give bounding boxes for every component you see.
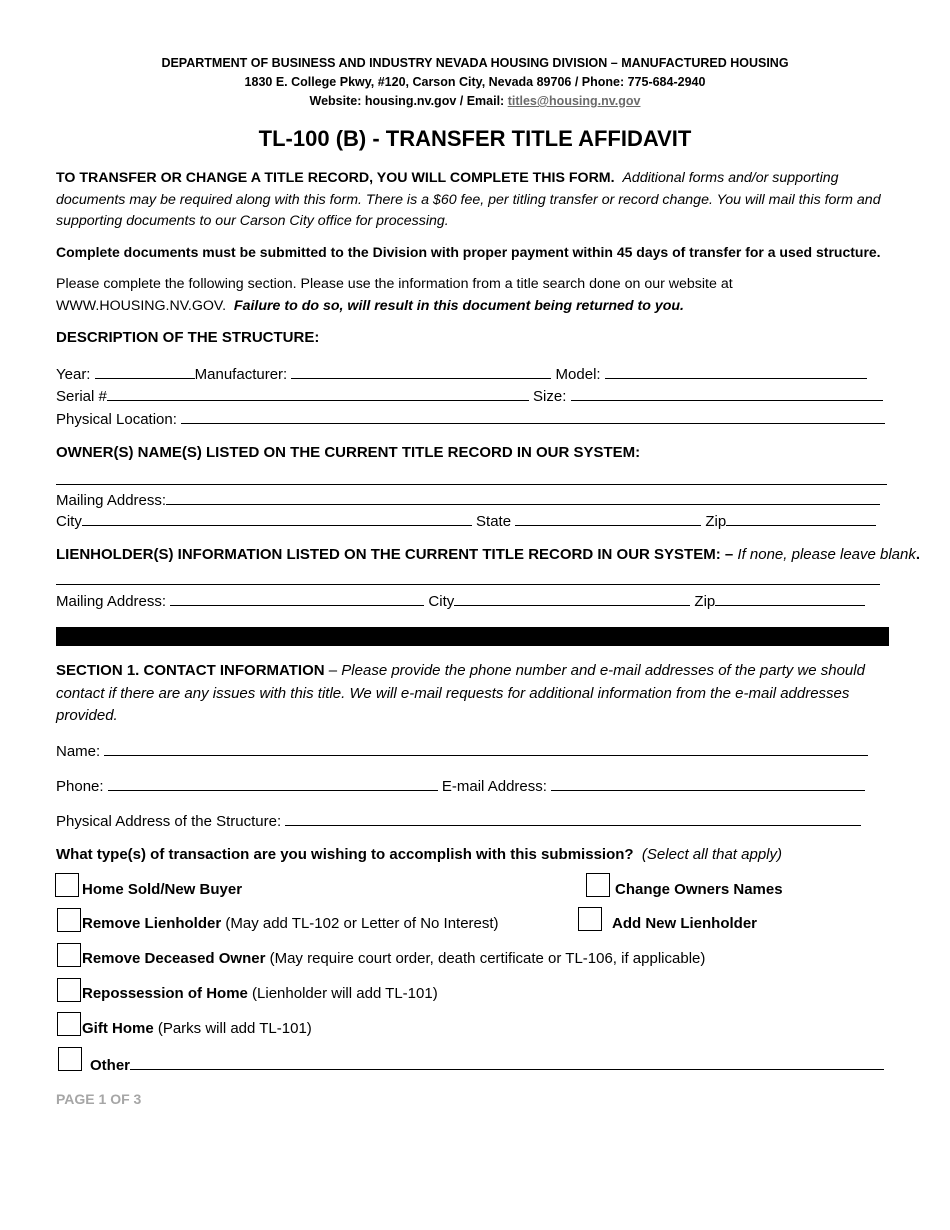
owners-heading: OWNER(S) NAME(S) LISTED ON THE CURRENT TITLE RECORD IN OUR SYSTEM: <box>56 444 641 461</box>
owner-mailing-row <box>56 490 880 509</box>
submission-notice: Complete documents must be submitted to the Division with proper payment within 45 days of transfer for a used structure. <box>56 244 881 260</box>
other-option <box>90 1055 884 1074</box>
structure-row-1 <box>56 364 867 383</box>
owner-mailing-label: Mailing Address: <box>56 492 167 509</box>
manufacturer-label: Manufacturer: <box>194 366 288 383</box>
intro-italic: Additional forms and/or supporting documents may be required along with this form. There is a $60 fee, per titling transfer or record change. You will mail this form and supporting documents to our Carson City office for processing. <box>56 170 881 229</box>
remove-deceased-note: (May require court order, death certificate or TL-106, if applicable) <box>265 950 706 967</box>
other-checkbox[interactable] <box>58 1047 82 1071</box>
size-label: Size: <box>533 388 567 405</box>
location-field[interactable] <box>181 409 885 424</box>
physical-address-field[interactable] <box>285 811 861 826</box>
home-sold-label: Home Sold/New Buyer <box>82 881 243 898</box>
transaction-question: What type(s) of transaction are you wishing to accomplish with this submission? <box>56 846 634 863</box>
lienholder-zip-label: Zip <box>694 593 716 610</box>
section1-description: Please provide the phone number and e-mail addresses of the party we should contact if there are any issues with this title. We will e-mail requests for additional information from the e-mail addresses provided. <box>56 662 865 724</box>
section-divider <box>56 627 889 646</box>
contact-phone-label: Phone: <box>56 778 104 795</box>
model-field[interactable] <box>605 364 867 379</box>
transaction-question-row <box>56 846 782 863</box>
remove-lienholder-option <box>82 915 499 932</box>
repossession-checkbox[interactable] <box>57 978 81 1002</box>
contact-name-field[interactable] <box>104 741 868 756</box>
agency-contact <box>0 94 950 108</box>
year-field[interactable] <box>95 364 195 379</box>
add-lienholder-checkbox[interactable] <box>578 907 602 931</box>
owner-city-row <box>56 511 876 530</box>
repossession-option <box>82 985 438 1002</box>
gift-home-checkbox[interactable] <box>57 1012 81 1036</box>
instructions-paragraph <box>56 274 896 317</box>
structure-heading: DESCRIPTION OF THE STRUCTURE: <box>56 329 320 346</box>
remove-deceased-label: Remove Deceased Owner <box>82 950 266 967</box>
structure-row-3 <box>56 409 885 428</box>
contact-phone-row <box>56 776 865 795</box>
lienholder-address-row <box>56 591 865 610</box>
lienholders-note: If none, please leave blank <box>737 546 916 563</box>
section1-intro <box>56 660 894 728</box>
website-text: Website: housing.nv.gov / Email: <box>309 94 508 108</box>
lienholders-period: . <box>915 546 921 563</box>
serial-label: Serial # <box>56 388 107 405</box>
lienholders-heading-row <box>56 546 920 563</box>
transaction-question-note: (Select all that apply) <box>641 846 782 863</box>
section1-dash: – <box>324 662 342 679</box>
lienholders-heading: LIENHOLDER(S) INFORMATION LISTED ON THE CURRENT TITLE RECORD IN OUR SYSTEM: – <box>56 546 734 563</box>
manufacturer-field[interactable] <box>291 364 551 379</box>
agency-address: 1830 E. College Pkwy, #120, Carson City, Nevada 89706 / Phone: 775-684-2940 <box>244 75 706 89</box>
location-label: Physical Location: <box>56 411 177 428</box>
contact-email-field[interactable] <box>551 776 865 791</box>
owner-state-label: State <box>476 513 512 530</box>
form-title: TL-100 (B) - TRANSFER TITLE AFFIDAVIT <box>258 126 692 151</box>
physical-address-row <box>56 811 861 830</box>
lienholder-city-field[interactable] <box>454 591 690 606</box>
serial-field[interactable] <box>107 386 529 401</box>
size-field[interactable] <box>571 386 883 401</box>
repossession-note: (Lienholder will add TL-101) <box>247 985 438 1002</box>
email-link[interactable]: titles@housing.nv.gov <box>507 94 641 108</box>
other-field[interactable] <box>130 1055 884 1070</box>
owner-state-field[interactable] <box>515 511 701 526</box>
owner-zip-label: Zip <box>705 513 727 530</box>
gift-home-option <box>82 1020 312 1037</box>
page-number: PAGE 1 OF 3 <box>56 1091 142 1107</box>
lienholder-name-field[interactable] <box>56 584 880 585</box>
structure-row-2 <box>56 386 883 405</box>
remove-deceased-checkbox[interactable] <box>57 943 81 967</box>
intro-paragraph <box>56 168 896 233</box>
remove-lienholder-note: (May add TL-102 or Letter of No Interest) <box>221 915 499 932</box>
agency-name: DEPARTMENT OF BUSINESS AND INDUSTRY NEVADA HOUSING DIVISION – MANUFACTURED HOUSING <box>161 56 789 70</box>
change-owners-label: Change Owners Names <box>615 881 783 898</box>
contact-phone-field[interactable] <box>108 776 438 791</box>
home-sold-checkbox[interactable] <box>55 873 79 897</box>
contact-email-label: E-mail Address: <box>441 778 547 795</box>
repossession-label: Repossession of Home <box>82 985 248 1002</box>
contact-name-row <box>56 741 868 760</box>
lienholder-zip-field[interactable] <box>715 591 865 606</box>
lienholder-city-label: City <box>428 593 455 610</box>
lienholder-mailing-label: Mailing Address: <box>56 593 167 610</box>
section1-heading: SECTION 1. CONTACT INFORMATION <box>56 662 325 679</box>
remove-deceased-option <box>82 950 705 967</box>
lienholder-mailing-field[interactable] <box>170 591 424 606</box>
gift-home-note: (Parks will add TL-101) <box>153 1020 312 1037</box>
year-label: Year: <box>56 366 91 383</box>
owner-city-label: City <box>56 513 82 530</box>
owner-mailing-field[interactable] <box>166 490 880 505</box>
owner-zip-field[interactable] <box>726 511 876 526</box>
owner-city-field[interactable] <box>82 511 472 526</box>
instructions-warning: Failure to do so, will result in this document being returned to you. <box>233 297 684 314</box>
physical-address-label: Physical Address of the Structure: <box>56 813 282 830</box>
intro-bold: TO TRANSFER OR CHANGE A TITLE RECORD, YOU WILL COMPLETE THIS FORM. <box>56 170 615 186</box>
remove-lienholder-label: Remove Lienholder <box>82 915 222 932</box>
gift-home-label: Gift Home <box>82 1020 154 1037</box>
model-label: Model: <box>555 366 601 383</box>
instructions-text: Please complete the following section. Please use the information from a title search done on our website at WWW.HOUSING.NV.GOV. <box>56 276 733 314</box>
other-label: Other <box>90 1057 131 1074</box>
change-owners-checkbox[interactable] <box>586 873 610 897</box>
owner-name-field[interactable] <box>56 484 887 485</box>
add-lienholder-label: Add New Lienholder <box>612 915 758 932</box>
contact-name-label: Name: <box>56 743 101 760</box>
remove-lienholder-checkbox[interactable] <box>57 908 81 932</box>
